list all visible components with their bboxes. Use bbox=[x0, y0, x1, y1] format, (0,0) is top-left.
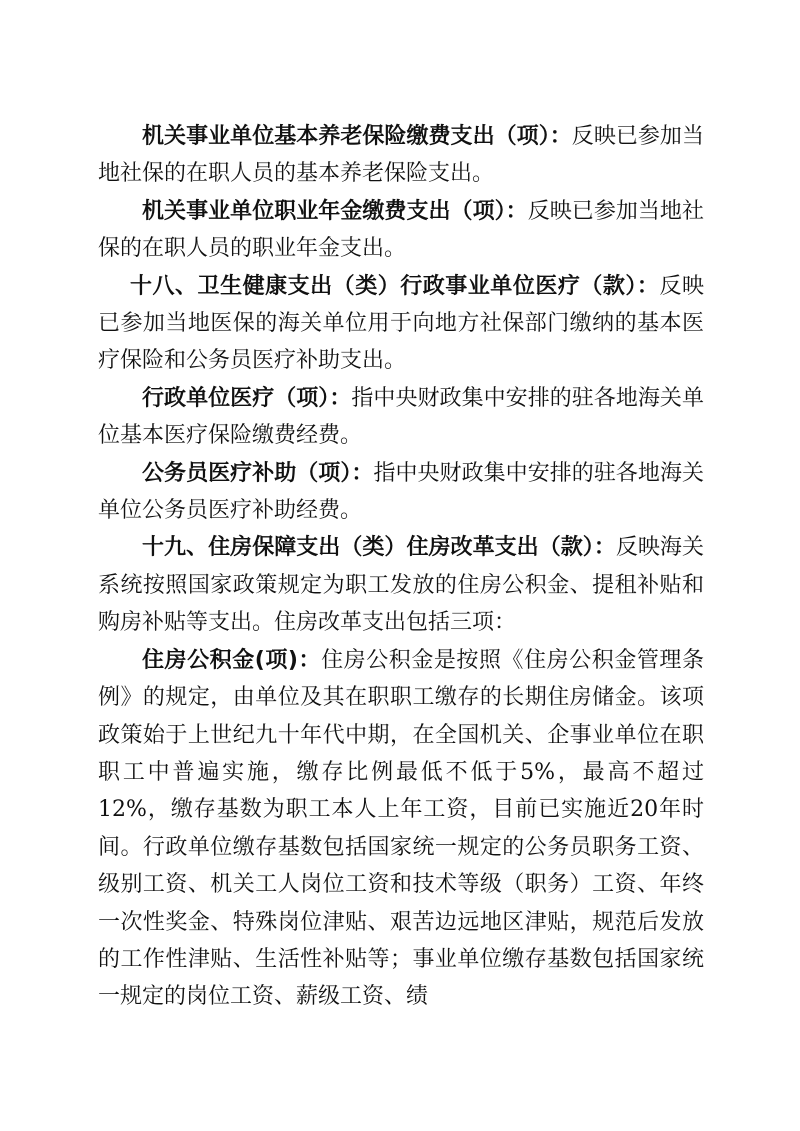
term-heading: 十九、住房保障支出（类）住房改革支出（款）： bbox=[142, 535, 616, 561]
paragraph-health-expenditure bbox=[98, 268, 704, 380]
paragraph-pension-insurance bbox=[98, 118, 704, 193]
term-heading: 公务员医疗补助（项）： bbox=[142, 460, 374, 486]
term-heading: 机关事业单位基本养老保险缴费支出（项）： bbox=[142, 124, 572, 149]
term-body: 反映海关系统按照国家政策规定为职工发放的住房公积金、提租补贴和购房补贴等支出。住房改革支出包括三项： bbox=[98, 535, 704, 636]
term-heading: 机关事业单位职业年金缴费支出（项）： bbox=[142, 198, 528, 224]
term-heading: 行政单位医疗（项）： bbox=[142, 385, 352, 411]
term-heading: 十八、卫生健康支出（类）行政事业单位医疗（款）： bbox=[130, 273, 660, 299]
term-heading: 住房公积金(项)： bbox=[142, 647, 322, 673]
term-body: 住房公积金是按照《住房公积金管理条例》的规定，由单位及其在职职工缴存的长期住房储金。该项政策始于上世纪九十年代中期，在全国机关、企事业单位在职职工中普遍实施，缴存比例最低不低于5%，最高不超过12%，缴存基数为职工本人上年工资，目前已实施近20年时间。行政单位缴存基数包括国家统一规定的公务员职务工资、级别工资、机关工人岗位工资和技术等级（职务）工资、年终一次性奖金、特殊岗位津贴、艰苦边远地区津贴，规范后发放的工作性津贴、生活性补贴等；事业单位缴存基数包括国家统一规定的岗位工资、薪级工资、绩 bbox=[98, 647, 704, 1010]
paragraph-housing-expenditure bbox=[98, 529, 704, 641]
term-body: 指中央财政集中安排的驻各地海关单位公务员医疗补助经费。 bbox=[98, 460, 704, 524]
term-body: 指中央财政集中安排的驻各地海关单位基本医疗保险缴费经费。 bbox=[98, 385, 704, 449]
paragraph-occupational-annuity bbox=[98, 193, 704, 268]
term-body: 反映已参加当地社保的在职人员的职业年金支出。 bbox=[98, 198, 704, 262]
paragraph-housing-fund bbox=[98, 642, 704, 1016]
paragraph-civil-servant-medical bbox=[98, 455, 704, 530]
term-body: 反映已参加当地医保的海关单位用于向地方社保部门缴纳的基本医疗保险和公务员医疗补助支出。 bbox=[98, 273, 704, 374]
term-body: 反映已参加当地社保的在职人员的基本养老保险支出。 bbox=[98, 124, 704, 187]
document-page bbox=[98, 118, 704, 1016]
paragraph-admin-medical bbox=[98, 380, 704, 455]
